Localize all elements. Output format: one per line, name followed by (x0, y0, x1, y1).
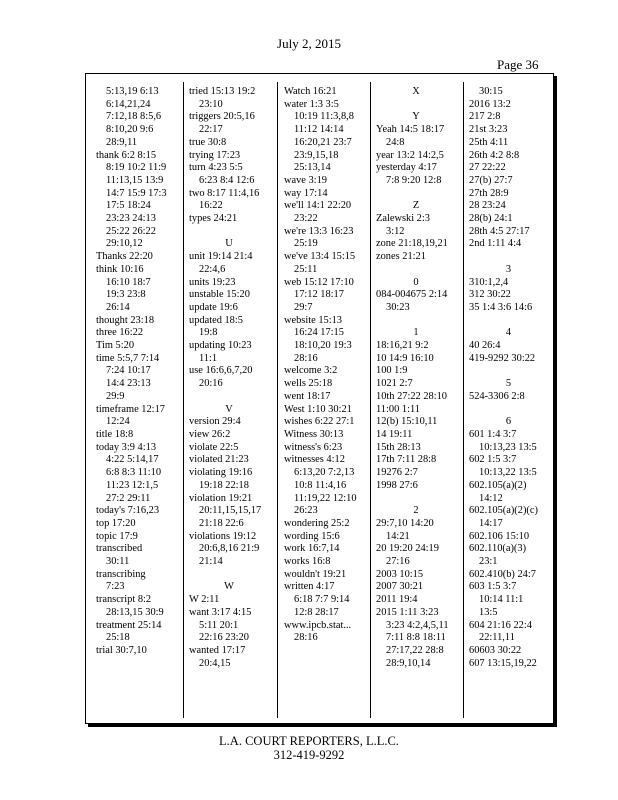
index-continuation: 10:13,22 13:5 (479, 467, 537, 479)
index-continuation: 11:19,22 12:10 (294, 492, 357, 504)
index-continuation: 25:11 (294, 263, 318, 275)
index-continuation: 8:10,20 9:6 (106, 124, 154, 136)
index-entry: water 1:3 3:5 (284, 98, 339, 110)
index-continuation: 20:11,15,15,17 (199, 505, 262, 517)
index-entry: 27 22:22 (469, 162, 506, 174)
index-entry: wondering 25:2 (284, 517, 350, 529)
index-continuation: 23:23 24:13 (106, 213, 156, 225)
index-continuation: 29:10,12 (106, 238, 143, 250)
index-entry: today 3:9 4:13 (96, 441, 157, 453)
column-divider (277, 82, 278, 718)
index-entry: transcript 8:2 (96, 594, 152, 606)
index-entry: turn 4:23 5:5 (189, 162, 243, 174)
index-entry: zone 21:18,19,21 (376, 238, 448, 250)
index-continuation: 5:13,19 6:13 (106, 86, 159, 97)
blank-line (469, 315, 548, 328)
index-entry: unstable 15:20 (189, 289, 250, 301)
index-continuation: 21:18 22:6 (199, 517, 244, 529)
index-continuation: 6:18 7:7 9:14 (294, 594, 350, 606)
index-continuation: 20:4,15 (199, 657, 231, 669)
index-continuation: 11:1 (199, 352, 218, 364)
index-continuation: 26:23 (294, 505, 318, 517)
index-entry: written 4:17 (284, 581, 335, 593)
index-entry: updated 18:5 (189, 314, 243, 326)
index-entry: 26th 4:2 8:8 (469, 149, 520, 161)
index-continuation: 7:11 8:8 18:11 (386, 632, 446, 644)
index-entry: wording 15:6 (284, 530, 340, 542)
index-entry: trial 30:7,10 (96, 644, 147, 656)
index-continuation: 12:24 (106, 416, 130, 428)
index-column-3 (284, 86, 366, 645)
index-entry: witness's 6:23 (284, 441, 343, 453)
index-continuation: 30:15 (479, 86, 503, 97)
index-entry: violating 19:16 (189, 467, 253, 479)
column-divider (463, 82, 464, 718)
index-entry: 15th 28:13 (376, 441, 421, 453)
index-entry: 524-3306 2:8 (469, 390, 525, 402)
index-entry: thought 23:18 (96, 314, 155, 326)
index-entry: 2007 30:21 (376, 581, 424, 593)
index-entry: violation 19:21 (189, 492, 253, 504)
column-divider (370, 82, 371, 718)
index-continuation: 7:12,18 8:5,6 (106, 111, 162, 123)
index-continuation: 27:2 29:11 (106, 492, 151, 504)
index-entry: 310:1,2,4 (469, 276, 509, 288)
index-continuation: 29:7 (294, 301, 313, 313)
index-continuation: 25:18 (106, 632, 130, 644)
index-entry: 11:00 1:11 (376, 403, 420, 415)
footer-company: L.A. COURT REPORTERS, L.L.C. (219, 734, 399, 748)
index-entry: 18:16,21 9:2 (376, 340, 429, 352)
letter-heading: 6 (505, 416, 512, 428)
index-continuation: 25:22 26:22 (106, 225, 156, 237)
index-entry: 25th 4:11 (469, 136, 509, 148)
index-entry: timeframe 12:17 (96, 403, 165, 415)
blank-line (376, 99, 456, 112)
index-entry: Zalewski 2:3 (376, 213, 430, 225)
index-column-2 (189, 86, 269, 670)
index-entry: use 16:6,6,7,20 (189, 365, 253, 377)
index-entry: Witness 30:13 (284, 428, 344, 440)
index-continuation: 11:13,15 13:9 (106, 174, 164, 186)
index-entry: Watch 16:21 (284, 86, 337, 97)
index-continuation: 16:22 (199, 200, 223, 212)
index-entry: 1998 27:6 (376, 479, 418, 491)
index-entry: units 19:23 (189, 276, 236, 288)
index-continuation: 22:11,11 (479, 632, 515, 644)
index-entry: web 15:12 17:10 (284, 276, 354, 288)
index-entry: transcribed (96, 543, 143, 555)
index-entry: witnesses 4:12 (284, 454, 345, 466)
letter-heading: 3 (505, 263, 512, 275)
index-entry: way 17:14 (284, 187, 328, 199)
blank-line (189, 569, 269, 582)
index-continuation: 23:1 (479, 556, 498, 568)
index-continuation: 17:5 18:24 (106, 200, 151, 212)
blank-line (469, 251, 548, 264)
index-continuation: 11:23 12:1,5 (106, 479, 159, 491)
letter-heading: Z (412, 200, 420, 212)
index-frame (85, 73, 554, 724)
index-entry: went 18:17 (284, 390, 331, 402)
index-entry: treatment 25:14 (96, 619, 162, 631)
index-entry: 217 2:8 (469, 111, 501, 123)
index-entry: 28 23:24 (469, 200, 506, 212)
page-number: Page 36 (497, 57, 539, 72)
index-entry: triggers 20:5,16 (189, 111, 255, 123)
blank-line (376, 264, 456, 277)
index-entry: work 16:7,14 (284, 543, 340, 555)
index-entry: Yeah 14:5 18:17 (376, 124, 445, 136)
index-column-4 (376, 86, 456, 670)
index-entry: 601 1:4 3:7 (469, 428, 517, 440)
index-continuation: 7:8 9:20 12:8 (386, 174, 442, 186)
index-entry: wanted 17:17 (189, 644, 246, 656)
index-entry: 602.410(b) 24:7 (469, 568, 536, 580)
index-entry: title 18:8 (96, 428, 134, 440)
index-entry: 602.105(a)(2) (469, 479, 527, 491)
index-continuation: 17:12 18:17 (294, 289, 344, 301)
index-entry: welcome 3:2 (284, 365, 338, 377)
letter-heading: 0 (413, 276, 419, 288)
index-entry: 19276 2:7 (376, 467, 418, 479)
index-continuation: 28:9,11 (106, 136, 138, 148)
index-continuation: 21:14 (199, 556, 223, 568)
index-entry: 21st 3:23 (469, 124, 508, 136)
index-entry: two 8:17 11:4,16 (189, 187, 260, 199)
index-continuation: 20:16 (199, 378, 223, 390)
column-divider (183, 82, 184, 718)
index-entry: we're 13:3 16:23 (284, 225, 354, 237)
index-continuation: 16:20,21 23:7 (294, 136, 352, 148)
index-continuation: 5:11 20:1 (199, 619, 239, 631)
index-continuation: 14:17 (479, 517, 503, 529)
index-continuation: 4:22 5:14,17 (106, 454, 159, 466)
index-column-1 (96, 86, 176, 658)
index-continuation: 20:6,8,16 21:9 (199, 543, 260, 555)
index-entry: today's 7:16,23 (96, 505, 160, 517)
index-continuation: 14:4 23:13 (106, 378, 151, 390)
index-entry: updating 10:23 (189, 340, 252, 352)
index-entry: 10 14:9 16:10 (376, 352, 434, 364)
index-continuation: 10:19 11:3,8,8 (294, 111, 354, 123)
index-entry: 2011 19:4 (376, 594, 418, 606)
index-entry: West 1:10 30:21 (284, 403, 352, 415)
index-entry: 20 19:20 24:19 (376, 543, 439, 555)
index-continuation: 24:8 (386, 136, 405, 148)
index-entry: transcribing (96, 568, 146, 580)
index-entry: 2nd 1:11 4:4 (469, 238, 522, 250)
blank-line (469, 404, 548, 417)
letter-heading: Y (412, 111, 420, 123)
index-entry: 604 21:16 22:4 (469, 619, 532, 631)
index-entry: website 15:13 (284, 314, 343, 326)
index-entry: 602 1:5 3:7 (469, 454, 517, 466)
index-entry: 27(b) 27:7 (469, 174, 513, 186)
index-entry: 1021 2:7 (376, 378, 413, 390)
index-continuation: 10:8 11:4,16 (294, 479, 347, 491)
index-entry: wave 3:19 (284, 174, 327, 186)
index-entry: 603 1:5 3:7 (469, 581, 517, 593)
index-continuation: 22:16 23:20 (199, 632, 249, 644)
index-continuation: 6:23 8:4 12:6 (199, 174, 255, 186)
index-entry: 2016 13:2 (469, 98, 511, 110)
letter-heading: 1 (413, 327, 419, 339)
index-entry: 602.106 15:10 (469, 530, 530, 542)
index-entry: 27th 28:9 (469, 187, 509, 199)
index-continuation: 25:13,14 (294, 162, 331, 174)
page-date: July 2, 2015 (277, 36, 341, 51)
index-entry: thank 6:2 8:15 (96, 149, 157, 161)
index-entry: www.ipcb.stat... (284, 619, 352, 631)
letter-heading: X (412, 86, 420, 97)
index-entry: 35 1:4 3:6 14:6 (469, 301, 533, 313)
index-continuation: 23:10 (199, 98, 223, 110)
index-entry: 607 13:15,19,22 (469, 657, 537, 669)
blank-line (376, 315, 456, 328)
index-continuation: 16:24 17:15 (294, 327, 344, 339)
index-entry: time 5:5,7 7:14 (96, 352, 160, 364)
index-entry: 100 1:9 (376, 365, 408, 377)
letter-heading: 2 (413, 505, 419, 517)
index-continuation: 13:5 (479, 606, 498, 618)
letter-heading: U (225, 238, 233, 250)
index-continuation: 28:16 (294, 352, 318, 364)
blank-line (376, 493, 456, 506)
index-continuation: 26:14 (106, 301, 130, 313)
index-continuation: 22:17 (199, 124, 223, 136)
index-continuation: 6:14,21,24 (106, 98, 151, 110)
index-continuation: 25:19 (294, 238, 318, 250)
index-entry: yesterday 4:17 (376, 162, 437, 174)
index-entry: we'll 14:1 22:20 (284, 200, 352, 212)
index-continuation: 30:11 (106, 556, 130, 568)
index-entry: view 26:2 (189, 428, 231, 440)
index-entry: 12(b) 15:10,11 (376, 416, 438, 428)
index-continuation: 23:9,15,18 (294, 149, 339, 161)
index-continuation: 6:8 8:3 11:10 (106, 467, 162, 479)
letter-heading: V (225, 403, 233, 415)
index-continuation: 18:10,20 19:3 (294, 340, 352, 352)
index-entry: 28th 4:5 27:17 (469, 225, 530, 237)
index-entry: unit 19:14 21:4 (189, 251, 253, 263)
index-continuation: 19:8 (199, 327, 218, 339)
index-entry: think 10:16 (96, 263, 144, 275)
index-entry: 419-9292 30:22 (469, 352, 536, 364)
index-entry: wells 25:18 (284, 378, 333, 390)
index-continuation: 19:3 23:8 (106, 289, 146, 301)
index-continuation: 10:13,23 13:5 (479, 441, 537, 453)
index-entry: 17th 7:11 28:8 (376, 454, 437, 466)
index-continuation: 8:19 10:2 11:9 (106, 162, 167, 174)
index-continuation: 3:12 (386, 225, 405, 237)
index-entry: top 17:20 (96, 517, 136, 529)
index-continuation: 29:9 (106, 390, 125, 402)
blank-line (376, 188, 456, 201)
index-entry: 312 30:22 (469, 289, 511, 301)
index-entry: wouldn't 19:21 (284, 568, 347, 580)
index-continuation: 6:13,20 7:2,13 (294, 467, 355, 479)
index-entry: works 16:8 (284, 556, 331, 568)
index-entry: tried 15:13 19:2 (189, 86, 256, 97)
index-entry: 602.110(a)(3) (469, 543, 527, 555)
index-continuation: 10:14 11:1 (479, 594, 524, 606)
index-entry: three 16:22 (96, 327, 144, 339)
index-entry: 14 19:11 (376, 428, 413, 440)
index-entry: year 13:2 14:2,5 (376, 149, 444, 161)
index-entry: 29:7,10 14:20 (376, 517, 434, 529)
index-continuation: 12:8 28:17 (294, 606, 339, 618)
letter-heading: 4 (505, 327, 512, 339)
index-entry: wishes 6:22 27:1 (284, 416, 355, 428)
index-continuation: 7:23 (106, 581, 125, 593)
index-column-5 (469, 86, 548, 670)
index-entry: 602.105(a)(2)(c) (469, 505, 538, 517)
index-continuation: 14:7 15:9 17:3 (106, 187, 167, 199)
blank-line (189, 391, 269, 404)
index-entry: W 2:11 (189, 594, 220, 606)
index-continuation: 23:22 (294, 213, 318, 225)
letter-heading: 5 (505, 378, 512, 390)
index-entry: violate 22:5 (189, 441, 239, 453)
footer-phone: 312-419-9292 (273, 748, 345, 762)
index-entry: zones 21:21 (376, 251, 426, 263)
index-entry: 40 26:4 (469, 340, 501, 352)
blank-line (469, 365, 548, 378)
index-entry: we've 13:4 15:15 (284, 251, 356, 263)
index-entry: want 3:17 4:15 (189, 606, 252, 618)
index-entry: true 30:8 (189, 136, 227, 148)
index-continuation: 27:17,22 28:8 (386, 644, 444, 656)
index-entry: 2003 10:15 (376, 568, 424, 580)
index-entry: Tim 5:20 (96, 340, 135, 352)
index-entry: version 29:4 (189, 416, 241, 428)
blank-line (189, 226, 269, 239)
index-continuation: 14:12 (479, 492, 503, 504)
index-continuation: 14:21 (386, 530, 410, 542)
page-footer (0, 734, 618, 762)
index-continuation: 7:24 10:17 (106, 365, 151, 377)
index-continuation: 16:10 18:7 (106, 276, 151, 288)
index-entry: update 19:6 (189, 301, 238, 313)
index-entry: 28(b) 24:1 (469, 213, 513, 225)
index-continuation: 28:13,15 30:9 (106, 606, 164, 618)
index-entry: trying 17:23 (189, 149, 241, 161)
index-continuation: 22:4,6 (199, 263, 226, 275)
index-entry: violations 19:12 (189, 530, 257, 542)
index-continuation: 19:18 22:18 (199, 479, 249, 491)
index-continuation: 28:16 (294, 632, 318, 644)
index-continuation: 27:16 (386, 556, 410, 568)
index-entry: 084-004675 2:14 (376, 289, 448, 301)
index-entry: types 24:21 (189, 213, 238, 225)
index-entry: 2015 1:11 3:23 (376, 606, 439, 618)
index-entry: 60603 30:22 (469, 644, 522, 656)
index-continuation: 30:23 (386, 301, 410, 313)
index-continuation: 3:23 4:2,4,5,11 (386, 619, 449, 631)
index-continuation: 11:12 14:14 (294, 124, 344, 136)
index-entry: 10th 27:22 28:10 (376, 390, 448, 402)
letter-heading: W (224, 581, 234, 593)
index-entry: topic 17:9 (96, 530, 138, 542)
index-entry: Thanks 22:20 (96, 251, 153, 263)
index-entry: violated 21:23 (189, 454, 249, 466)
index-continuation: 28:9,10,14 (386, 657, 431, 669)
